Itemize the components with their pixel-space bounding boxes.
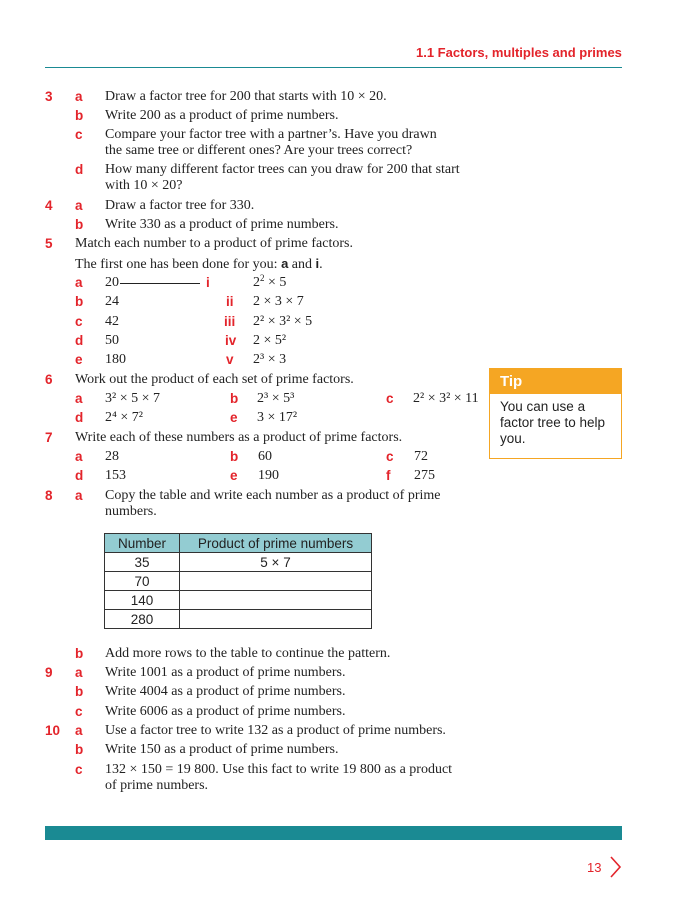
match-number: 180	[105, 352, 126, 367]
roman-label: iv	[225, 333, 237, 348]
roman-label: v	[226, 352, 234, 367]
part-label: c	[75, 762, 83, 777]
prime-product: 2 × 3 × 7	[253, 294, 304, 309]
question-number: 8	[45, 488, 53, 503]
prime-product: 2² × 3² × 5	[253, 314, 313, 329]
prime-product: $2^2 \times 5$	[253, 273, 287, 290]
match-number: 20	[105, 275, 119, 290]
question-text: The first one has been done for you: a and i.	[75, 256, 323, 272]
table-cell: 5 × 7	[180, 553, 372, 572]
part-label: e	[230, 468, 238, 483]
roman-label: iii	[224, 314, 236, 329]
part-label: e	[230, 410, 238, 425]
match-number: 42	[105, 314, 119, 329]
part-label: b	[230, 449, 239, 464]
question-text: Copy the table and write each number as a product of prime	[105, 488, 441, 503]
part-label: b	[75, 217, 84, 232]
question-number: 9	[45, 665, 53, 680]
part-label: a	[75, 198, 83, 213]
question-text: 28	[105, 449, 119, 464]
table-cell: 140	[105, 591, 180, 610]
table-cell: 280	[105, 610, 180, 629]
question-text: 153	[105, 468, 126, 483]
part-label: b	[75, 294, 84, 309]
table-cell	[180, 572, 372, 591]
question-text: 275	[414, 468, 435, 483]
question-text: of prime numbers.	[105, 778, 209, 793]
section-title: 1.1 Factors, multiples and primes	[416, 45, 622, 60]
question-text: the same tree or different ones? Are your trees correct?	[105, 143, 413, 158]
tip-title: Tip	[490, 369, 621, 394]
footer-bar	[45, 826, 622, 840]
prime-product-table	[104, 533, 372, 629]
page-number: 13	[587, 860, 602, 875]
question-text: 2² × 3² × 11	[413, 391, 479, 406]
part-label: c	[75, 704, 83, 719]
part-label: b	[75, 646, 84, 661]
chevron-right-icon[interactable]	[608, 855, 622, 879]
table-cell: 70	[105, 572, 180, 591]
question-text: Work out the product of each set of prime factors.	[75, 372, 354, 387]
question-number: 5	[45, 236, 53, 251]
match-number: 50	[105, 333, 119, 348]
question-text: numbers.	[105, 504, 157, 519]
question-text: 190	[258, 468, 279, 483]
table-header-row	[105, 534, 372, 553]
part-label: c	[75, 127, 83, 142]
match-line	[120, 283, 200, 284]
question-number: 6	[45, 372, 53, 387]
part-label: d	[75, 410, 84, 425]
question-text: Use a factor tree to write 132 as a product of prime numbers.	[105, 723, 446, 738]
question-text: Compare your factor tree with a partner’s. Have you drawn	[105, 127, 437, 142]
question-text: How many different factor trees can you draw for 200 that start	[105, 162, 460, 177]
part-label: d	[75, 468, 84, 483]
question-text: 132 × 150 = 19 800. Use this fact to write 19 800 as a product	[105, 762, 453, 777]
part-label: a	[75, 391, 83, 406]
roman-label: i	[206, 275, 210, 290]
part-label: f	[386, 468, 391, 483]
question-text: Match each number to a product of prime factors.	[75, 236, 353, 251]
question-text: Write 1001 as a product of prime numbers.	[105, 665, 346, 680]
part-label: a	[75, 89, 83, 104]
question-text: 3 × 17²	[257, 410, 298, 425]
table-cell	[180, 610, 372, 629]
table-row	[105, 591, 372, 610]
table-row	[105, 610, 372, 629]
question-text: Draw a factor tree for 330.	[105, 198, 255, 213]
part-label: d	[75, 162, 84, 177]
question-text: 72	[414, 449, 428, 464]
table-header: Number	[105, 534, 180, 553]
table-row	[105, 553, 372, 572]
question-text: Write each of these numbers as a product of prime factors.	[75, 430, 403, 445]
table-cell	[180, 591, 372, 610]
question-text: Add more rows to the table to continue the pattern.	[105, 646, 391, 661]
part-label: d	[75, 333, 84, 348]
part-label: a	[75, 275, 83, 290]
question-text: 3² × 5 × 7	[105, 391, 160, 406]
part-label: a	[75, 488, 83, 503]
question-text: Write 150 as a product of prime numbers.	[105, 742, 339, 757]
part-label: a	[75, 723, 83, 738]
question-number: 10	[45, 723, 61, 738]
question-text: Write 330 as a product of prime numbers.	[105, 217, 339, 232]
roman-label: ii	[226, 294, 234, 309]
table-cell: 35	[105, 553, 180, 572]
part-label: b	[75, 684, 84, 699]
question-text: Write 200 as a product of prime numbers.	[105, 108, 339, 123]
tip-text: You can use a factor tree to help you.	[500, 399, 606, 446]
question-text: 2⁴ × 7²	[105, 410, 143, 425]
part-label: c	[386, 449, 394, 464]
part-label: b	[75, 108, 84, 123]
question-text: with 10 × 20?	[105, 178, 183, 193]
prime-product: 2³ × 3	[253, 352, 287, 367]
part-label: c	[386, 391, 394, 406]
tip-box	[489, 368, 622, 459]
question-text: Write 4004 as a product of prime numbers.	[105, 684, 346, 699]
part-label: b	[230, 391, 239, 406]
part-label: b	[75, 742, 84, 757]
question-number: 4	[45, 198, 53, 213]
question-number: 3	[45, 89, 53, 104]
question-text: 2³ × 5³	[257, 391, 295, 406]
part-label: a	[75, 449, 83, 464]
question-text: 60	[258, 449, 272, 464]
question-text: Write 6006 as a product of prime numbers.	[105, 704, 346, 719]
question-number: 7	[45, 430, 53, 445]
question-text: Draw a factor tree for 200 that starts with 10 × 20.	[105, 89, 387, 104]
part-label: a	[75, 665, 83, 680]
table-header: Product of prime numbers	[180, 534, 372, 553]
header-rule	[45, 67, 622, 68]
table-row	[105, 572, 372, 591]
match-number: 24	[105, 294, 119, 309]
part-label: c	[75, 314, 83, 329]
prime-product: 2 × 5²	[253, 333, 287, 348]
part-label: e	[75, 352, 83, 367]
